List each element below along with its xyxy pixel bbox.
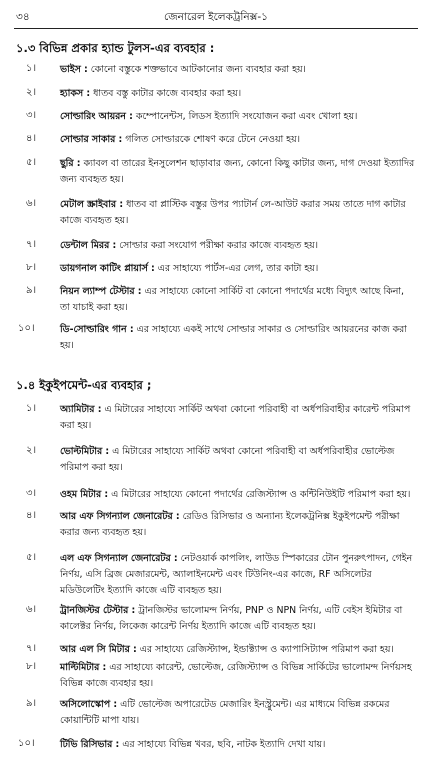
item-number: ১। — [26, 63, 37, 74]
item-text — [60, 197, 416, 229]
item-number: ৯। — [26, 698, 37, 709]
section-title-equipment: ১.৪ ইকুইপমেন্ট-এর ব্যবহার ; — [16, 378, 152, 392]
item-number: ২। — [26, 445, 37, 456]
item-number: ৭। — [26, 239, 37, 250]
item-term: ভোল্টমিটার : — [60, 446, 110, 457]
item-term: নিয়ন ল্যাম্প টেস্টার : — [60, 286, 142, 297]
item-text — [60, 156, 416, 188]
item-description: গলিত সোল্ডারকে শোষণ করে টেনে নেওয়া হয়। — [122, 134, 300, 145]
item-description: এটি ভোল্টেজ অপারেটেড মেজারিং ইনস্ট্রুমেন্ট। এর মাধ্যমে বিভিন্ন রকমের কোয়ান্টিটি মাপা যায়। — [60, 699, 390, 726]
item-number: ৫। — [26, 157, 37, 168]
item-number: ৬। — [26, 604, 37, 615]
item-text — [60, 444, 416, 476]
item-number: ৩। — [26, 488, 37, 499]
item-description: এর সাহায্যে বিভিন্ন খবর, ছবি, নাটক ইত্যাদি দেখা যায়। — [119, 739, 326, 750]
page-number: ৩৪ — [16, 11, 30, 23]
item-term: হ্যাকস : — [60, 88, 91, 99]
item-text — [60, 737, 416, 753]
item-text — [60, 402, 416, 434]
item-description: কোনো বস্তুকে শক্তভাবে আটকানোর জন্য ব্যবহার করা হয়। — [87, 64, 306, 75]
item-number: ৫। — [26, 552, 37, 563]
item-number: ৮। — [26, 262, 37, 273]
item-description: রেডিও রিসিভার ও অন্যান্য ইলেকট্রনিক্স ইকুইপমেন্ট পরীক্ষা করার জন্য ব্যবহৃত হয়। — [60, 511, 400, 538]
item-text — [60, 238, 416, 254]
item-description: ক্যাবল বা তারের ইনসুলেশন ছাড়াবার জন্য, কোনো কিছু কাটার জন্য, দাগ দেওয়া ইত্যাদির জন্য ব্যবহৃত হয়। — [60, 158, 415, 185]
item-number: ৭। — [26, 643, 37, 654]
item-description: এ মিটারের সাহায্যে কোনো পদার্থের রেজিস্ট্যান্স ও কন্টিনিউইটি পরিমাপ করা হয়। — [108, 489, 411, 500]
item-text — [60, 109, 416, 125]
item-description: ট্রানজিস্টর ভালোমন্দ নির্ণয়, PNP ও NPN নির্ণয়, এটি বেইস ইমিটার বা কালেক্টর নির্ণয়, লিকেজ কারেন্ট নির্ণয় ইত্যাদি কাজে এটি ব্যবহৃত হয়। — [60, 605, 403, 632]
item-term: অসিলোস্কোপ : — [60, 699, 118, 710]
item-description: কম্পোনেন্টস, লিডস ইত্যাদি সংযোজন করা এবং খোলা হয়। — [132, 111, 358, 122]
item-description: ধাতব বা প্লাস্টিক বস্তুর উপর প্যাটার্ন লে-আউট করার সময় তাতে দাগ কাটার কাজে ব্যবহৃত হয়। — [60, 199, 406, 226]
item-number: ২। — [26, 87, 37, 98]
item-term: সোল্ডারিং আয়রন : — [60, 111, 133, 122]
item-term: সোল্ডার সাকার : — [60, 134, 123, 145]
item-term: ভাইস : — [60, 64, 88, 75]
item-text — [60, 261, 416, 277]
item-number: ৬। — [26, 198, 37, 209]
page-header — [14, 10, 418, 29]
item-term: আর এফ সিগন্যাল জেনারেটর : — [60, 511, 180, 522]
item-description: এর সাহায্যে কারেন্ট, ভোল্টেজ, রেজিস্ট্যান্স ও বিভিন্ন সার্কিটের ভালোমন্দ নির্ণয়সহ বিভিন্ন কাজে ব্যবহার হয়। — [60, 662, 412, 689]
section-title-hand-tools: ১.৩ বিভিন্ন প্রকার হ্যান্ড টুলস-এর ব্যবহার : — [16, 41, 215, 55]
item-number: ১০। — [18, 738, 35, 749]
item-description: এ মিটারের সাহায্যে সার্কিট অথবা কোনো পরিবাহী বা অর্ধপরিবাহীর কারেন্ট পরিমাপ করা হয়। — [60, 404, 411, 431]
item-term: আর এল সি মিটার : — [60, 644, 137, 655]
item-text — [60, 86, 416, 102]
item-number: ১। — [26, 403, 37, 414]
item-description: এর সাহায্যে একই সাথে সোল্ডার সাকার ও সোল্ডারিং আয়রনের কাজ করা হয়। — [60, 324, 407, 351]
item-text — [60, 487, 416, 503]
item-term: ট্রানজিস্টর টেস্টার : — [60, 605, 136, 616]
item-term: ওহম মিটার : — [60, 489, 109, 500]
item-term: মেটাল স্ক্রাইবার : — [60, 199, 124, 210]
item-description: নেটওয়ার্ক কাপলিং, লাউড স্পিকারের টোন পুনরুৎপাদন, গেইন নির্ণয়, এসি ব্রিজ মেজারমেন্ট, অ্যালাইনমেন্ট এবং টিউনিং-এর কাজে, RF অসিলেটর মডিউলেটিং ইত্যাদি কাজে এটি ব্যবহৃত হয়। — [60, 553, 413, 596]
item-number: ৪। — [26, 510, 37, 521]
item-description: সোল্ডার করা সংযোগ পরীক্ষা করার কাজে ব্যবহৃত হয়। — [116, 240, 318, 251]
item-text — [60, 322, 416, 354]
item-description: এ মিটারের সাহায্যে সার্কিট অথবা কোনো পরিবাহী বা অর্ধপরিবাহীর ভোল্টেজ পরিমাপ করা হয়। — [60, 446, 395, 473]
item-term: টিভি রিসিভার : — [60, 739, 120, 750]
item-number: ৪। — [26, 133, 37, 144]
item-term: ডেন্টাল মিরর : — [60, 240, 117, 251]
item-text — [60, 509, 416, 541]
item-term: ডায়গনাল কাটিং প্লায়ার্স : — [60, 263, 155, 274]
item-text — [60, 603, 416, 635]
item-description: এর সাহায্যে কোনো সার্কিট বা কোনো পদার্থের মধ্যে বিদ্যুৎ আছে কিনা, তা যাচাই করা হয়। — [60, 286, 404, 313]
item-number: ১০। — [18, 323, 35, 334]
item-number: ৮। — [26, 661, 37, 672]
item-description: এর সাহায্যে রেজিস্ট্যান্স, ইন্ডাক্ট্যান্স ও ক্যাপাসিট্যান্স পরিমাপ করা হয়। — [136, 644, 394, 655]
item-description: ধাতব বস্তু কাটার কাজে ব্যবহার করা হয়। — [90, 88, 242, 99]
item-term: ডি-সোল্ডারিং গান : — [60, 324, 134, 335]
item-number: ৩। — [26, 110, 37, 121]
item-term: এল এফ সিগন্যাল জেনারেটর : — [60, 553, 178, 564]
item-text — [60, 284, 416, 316]
item-text — [60, 132, 416, 148]
item-text — [60, 551, 416, 599]
item-text — [60, 642, 416, 658]
item-number: ৯। — [26, 285, 37, 296]
item-term: ছুরি : — [60, 158, 81, 169]
item-description: এর সাহায্যে পার্টস-এর লেগ, তার কাটা হয়। — [154, 263, 319, 274]
running-title: জেনারেল ইলেকট্রনিক্স-১ — [163, 11, 268, 23]
item-text — [60, 697, 416, 729]
item-text — [60, 62, 416, 78]
item-term: মাল্টিমিটার : — [60, 662, 107, 673]
item-term: অ্যামিটার : — [60, 404, 102, 415]
item-text — [60, 660, 416, 692]
